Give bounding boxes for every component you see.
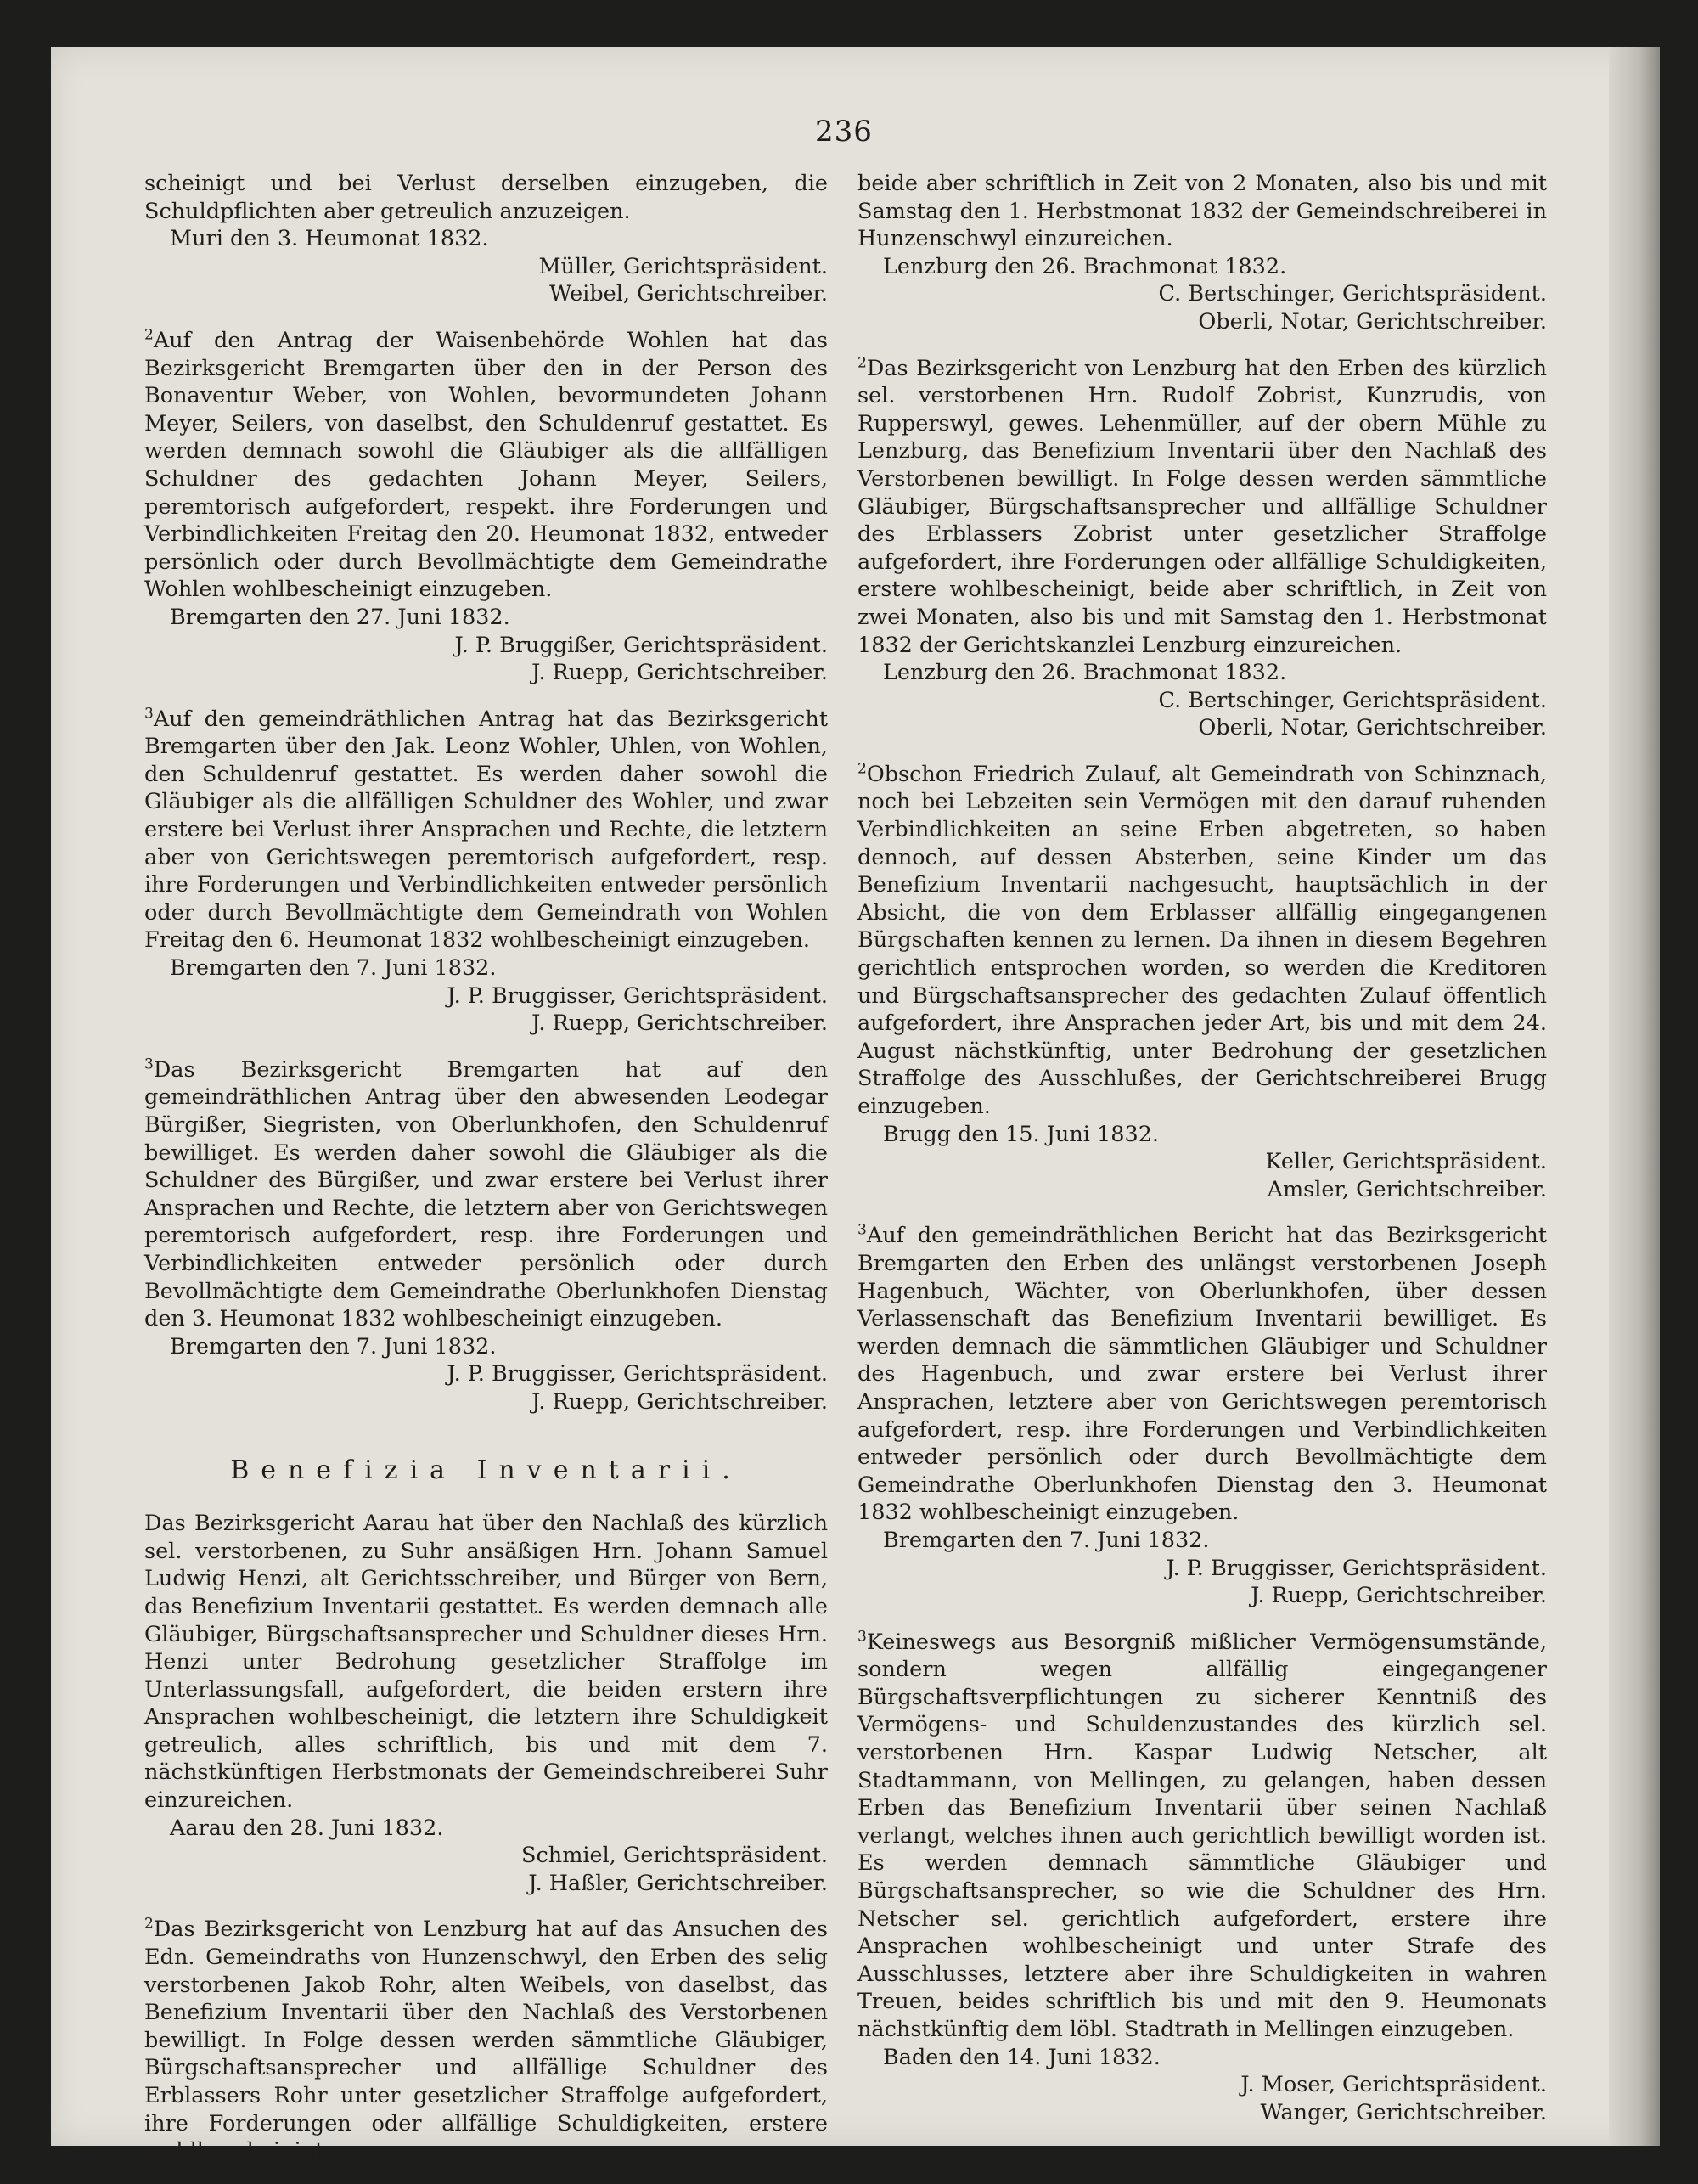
notice-lenzburg-rohr bbox=[144, 1916, 828, 2164]
signature-clerk: Weibel, Gerichtschreiber. bbox=[548, 281, 828, 307]
signature-clerk: Oberli, Notar, Gerichtschreiber. bbox=[1198, 715, 1547, 741]
signature-president: C. Bertschinger, Gerichtspräsident. bbox=[1158, 281, 1547, 307]
notice-place-date: Baden den 14. Juni 1832. bbox=[883, 2044, 1161, 2070]
notice-place-date: Bremgarten den 7. Juni 1832. bbox=[883, 1527, 1210, 1553]
notice-place-date: Lenzburg den 26. Brachmonat 1832. bbox=[883, 660, 1287, 686]
signature-clerk: J. Ruepp, Gerichtschreiber. bbox=[531, 1010, 828, 1037]
notice-muri bbox=[144, 170, 828, 308]
section-heading: Benefizia Inventarii. bbox=[230, 1455, 742, 1485]
notice-text: Das Bezirksgericht von Lenzburg hat den Erben des kürzlich sel. verstorbenen Hrn. Rudolf Zobrist, Kunzrudis, von Rupperswyl, gewes. Lehenmüller, auf der obern Mühle zu Lenzburg, das Benefizium Inventarii über den Nachlaß des Verstorbenen bewilligt. In Folge dessen werden sämmtliche Gläubiger, Bürgschaftsansprecher und allfällige Schuldner des Erblassers Zobrist unter gesetzlicher Straffolge aufgefordert, ihre Forderungen oder allfällige Schuldigkeiten, erstere wohlbescheinigt, beide aber schriftlich, in Zeit von zwei Monaten, also bis und mit Samstag den 1. Herbstmonat 1832 der Gerichtskanzlei Lenzburg einzureichen. bbox=[857, 355, 1547, 658]
notice-place-date: Bremgarten den 27. Juni 1832. bbox=[170, 604, 510, 630]
page-number: 236 bbox=[815, 115, 873, 149]
notice-mark: 3 bbox=[144, 705, 154, 723]
right-column bbox=[857, 170, 1547, 2145]
notice-place-date: Bremgarten den 7. Juni 1832. bbox=[170, 955, 497, 982]
notice-mark: 3 bbox=[144, 1055, 154, 1073]
notice-place-date: Muri den 3. Heumonat 1832. bbox=[170, 226, 489, 252]
left-column bbox=[144, 170, 828, 2184]
signature-president: J. P. Bruggisser, Gerichtspräsident. bbox=[1166, 1555, 1547, 1581]
signature-president: C. Bertschinger, Gerichtspräsident. bbox=[1158, 687, 1547, 713]
signature-clerk: Amsler, Gerichtschreiber. bbox=[1267, 1176, 1547, 1202]
signature-president: J. Moser, Gerichtspräsident. bbox=[1240, 2072, 1547, 2098]
notice-text: Auf den gemeindräthlichen Bericht hat das Bezirksgericht Bremgarten den Erben des unlängst verstorbenen Joseph Hagenbuch, Wächter, von Oberlunkhofen, über dessen Verlassenschaft das Benefizium Inventarii bewilliget. Es werden demnach die sämmtlichen Gläubiger und Schuldner des Hagenbuch, und zwar erstere bei Verlust ihrer Ansprachen, letztere aber von Gerichtswegen peremtorisch aufgefordert, resp. ihre Forderungen und Verbindlichkeiten entweder persönlich oder durch Bevollmächtigte dem Gemeindrathe Oberlunkhofen Dienstag den 3. Heumonat 1832 wohlbescheinigt einzugeben. bbox=[857, 1223, 1547, 1526]
notice-place-date: Lenzburg den 26. Brachmonat 1832. bbox=[883, 253, 1287, 279]
notice-mark: 2 bbox=[857, 354, 867, 372]
notice-mark: 3 bbox=[857, 1221, 867, 1239]
signature-president: Schmiel, Gerichtspräsident. bbox=[521, 1843, 828, 1869]
signature-president: J. P. Bruggisser, Gerichtspräsident. bbox=[447, 982, 828, 1009]
notice-oberlunkhofen-hagenbuch bbox=[857, 1222, 1547, 1609]
notice-mellingen-netscher bbox=[857, 1629, 1547, 2127]
signature-clerk: J. Ruepp, Gerichtschreiber. bbox=[1251, 1583, 1547, 1609]
notice-text: Obschon Friedrich Zulauf, alt Gemeindrath von Schinznach, noch bei Lebzeiten sein Vermögen mit den darauf ruhenden Verbindlichkeiten an seine Erben abgetreten, so haben dennoch, auf dessen Absterben, seine Kinder um das Benefizium Inventarii nachgesucht, hauptsächlich in der Absicht, die von dem Erblasser allfällig eingegangenen Bürgschaften kennen zu lernen. Da ihnen in diesem Begehren gerichtlich entsprochen worden, so werden die Kreditoren und Bürgschaftsansprecher des gedachten Zulauf öffentlich aufgefordert, ihre Ansprachen jeder Art, bis und mit dem 24. August nächstkünftig, unter Bedrohung der gesetzlichen Straffolge des Ausschlußes, der Gerichtschreiberei Brugg einzugeben. bbox=[857, 761, 1547, 1119]
signature-clerk: J. Ruepp, Gerichtschreiber. bbox=[531, 1388, 828, 1415]
notice-text: Das Bezirksgericht von Lenzburg hat auf das Ansuchen des Edn. Gemeindraths von Hunzenschwyl, den Erben des selig verstorbenen Jakob Rohr, alten Weibels, von daselbst, das Benefizium Inventarii über den Nachlaß des Verstorbenen bewilligt. In Folge dessen werden sämmtliche Gläubiger, Bürgschaftsansprecher und allfällige Schuldner des Erblassers Rohr unter gesetzlicher Straffolge aufgefordert, ihre Forderungen oder allfällige Schuldigkeiten, erstere wohlbescheinigt, bbox=[144, 1917, 828, 2164]
notice-aarau-henzi bbox=[144, 1510, 828, 1897]
notice-mark: 2 bbox=[857, 760, 867, 778]
notice-lenzburg-rohr-continued bbox=[857, 170, 1547, 336]
notice-mark: 2 bbox=[144, 1915, 154, 1933]
notice-text: Auf den Antrag der Waisenbehörde Wohlen hat das Bezirksgericht Bremgarten über den in der Person des Bonaventur Weber, von Wohlen, bevormundeten Johann Meyer, Seilers, von daselbst, den Schuldenruf gestattet. Es werden demnach sowohl die Gläubiger als die allfälligen Schuldner des gedachten Johann Meyer, Seilers, peremtorisch aufgefordert, respekt. ihre Forderungen und Verbindlichkeiten Freitag den 20. Heumonat 1832, entweder persönlich oder durch Bevollmächtigte dem Gemeindrathe Wohlen wohlbescheinigt einzugeben. bbox=[144, 327, 828, 603]
notice-mark: 2 bbox=[144, 326, 154, 344]
notice-text: Das Bezirksgericht Aarau hat über den Nachlaß des kürzlich sel. verstorbenen, zu Suhr ansäßigen Hrn. Johann Samuel Ludwig Henzi, alt Gerichtsschreiber, und Bürger von Bern, das Benefizium Inventarii gestattet. Es werden demnach alle Gläubiger, Bürgschaftsansprecher und Schuldner dieses Hrn. Henzi unter Bedrohung gesetzlicher Straffolge im Unterlassungsfall, aufgefordert, die beiden erstern ihre Ansprachen wohlbescheinigt, die letztern ihre Schuldigkeit getreulich, alles schriftlich, bis und mit dem 7. nächstkünftigen Herbstmonats der Gemeindschreiberei Suhr einzureichen. bbox=[144, 1511, 828, 1814]
notice-place-date: Aarau den 28. Juni 1832. bbox=[170, 1815, 444, 1841]
notice-lenzburg-zobrist bbox=[857, 355, 1547, 742]
signature-president: Keller, Gerichtspräsident. bbox=[1265, 1149, 1547, 1175]
notice-text: Keineswegs aus Besorgniß mißlicher Vermögensumstände, sondern wegen allfällig eingegangener Bürgschaftsverpflichtungen zu sicherer Kenntniß des Vermögens- und Schuldenzustandes des kürzlich sel. verstorbenen Hrn. Kaspar Ludwig Netscher, alt Stadtammann, von Mellingen, zu gelangen, haben dessen Erben das Benefizium Inventarii über seinen Nachlaß verlangt, welches ihnen auch gerichtlich bewilligt worden ist. Es werden demnach sämmtliche Gläubiger und Bürgschaftsansprecher, so wie die Schuldner des Hrn. Netscher sel. gerichtlich aufgefordert, erstere ihre Ansprachen wohlbescheinigt und unter Strafe des Ausschlusses, letztere aber ihre Schuldigkeiten in wahren Treuen, beides schriftlich bis und mit den 9. Heumonats nächstkünftig dem löbl. Stadtrath in Mellingen einzugeben. bbox=[857, 1629, 1547, 2042]
signature-clerk: J. Haßler, Gerichtschreiber. bbox=[528, 1870, 828, 1896]
notice-text: Auf den gemeindräthlichen Antrag hat das Bezirksgericht Bremgarten über den Jak. Leonz Wohler, Uhlen, von Wohlen, den Schuldenruf gestattet. Es werden daher sowohl die Gläubiger als die allfälligen Schuldner des Wohler, und zwar erstere bei Verlust ihrer Ansprachen und Rechte, die letztern aber von Gerichtswegen peremtorisch aufgefordert, resp. ihre Forderungen und Verbindlichkeiten entweder persönlich oder durch Bevollmächtigte dem Gemeindrath von Wohlen Freitag den 6. Heumonat 1832 wohlbescheinigt einzugeben. bbox=[144, 706, 828, 954]
notice-text: beide aber schriftlich in Zeit von 2 Monaten, also bis und mit Samstag den 1. Herbstmonat 1832 der Gemeindschreiberei in Hunzenschwyl einzureichen. bbox=[857, 171, 1547, 252]
signature-clerk: Oberli, Notar, Gerichtschreiber. bbox=[1198, 308, 1547, 335]
notice-place-date: Bremgarten den 7. Juni 1832. bbox=[170, 1333, 497, 1359]
signature-clerk: Wanger, Gerichtschreiber. bbox=[1260, 2099, 1547, 2125]
signature-president: Müller, Gerichtspräsident. bbox=[538, 253, 828, 279]
notice-text: scheinigt und bei Verlust derselben einzugeben, die Schuldpflichten aber getreulich anzuzeigen. bbox=[144, 171, 828, 224]
signature-president: J. P. Bruggisser, Gerichtspräsident. bbox=[447, 1361, 828, 1388]
notice-text: Das Bezirksgericht Bremgarten hat auf den gemeindräthlichen Antrag über den abwesenden Leodegar Bürgißer, Siegristen, von Oberlunkhofen, den Schuldenruf bewilliget. Es werden daher sowohl die Gläubiger als die Schuldner des Bürgißer, und zwar erstere bei Verlust ihrer Ansprachen und Rechte, die letztern aber von Gerichtswegen peremtorisch aufgefordert, resp. ihre Forderungen und Verbindlichkeiten entweder persönlich oder durch Bevollmächtigte dem Gemeindrathe Oberlunkhofen Dienstag den 3. Heumonat 1832 wohlbescheinigt einzugeben. bbox=[144, 1056, 828, 1332]
notice-place-date: Brugg den 15. Juni 1832. bbox=[883, 1121, 1160, 1147]
notice-wohlen-wohler bbox=[144, 706, 828, 1038]
notice-schinznach-zulauf bbox=[857, 761, 1547, 1204]
signature-president: J. P. Bruggißer, Gerichtspräsident. bbox=[454, 632, 828, 658]
notice-mark: 3 bbox=[857, 1628, 867, 1646]
notice-oberlunkhofen-buergisser bbox=[144, 1056, 828, 1416]
page-edge bbox=[1609, 47, 1660, 2146]
signature-clerk: J. Ruepp, Gerichtschreiber. bbox=[531, 660, 828, 686]
notice-wohlen-meyer bbox=[144, 327, 828, 687]
